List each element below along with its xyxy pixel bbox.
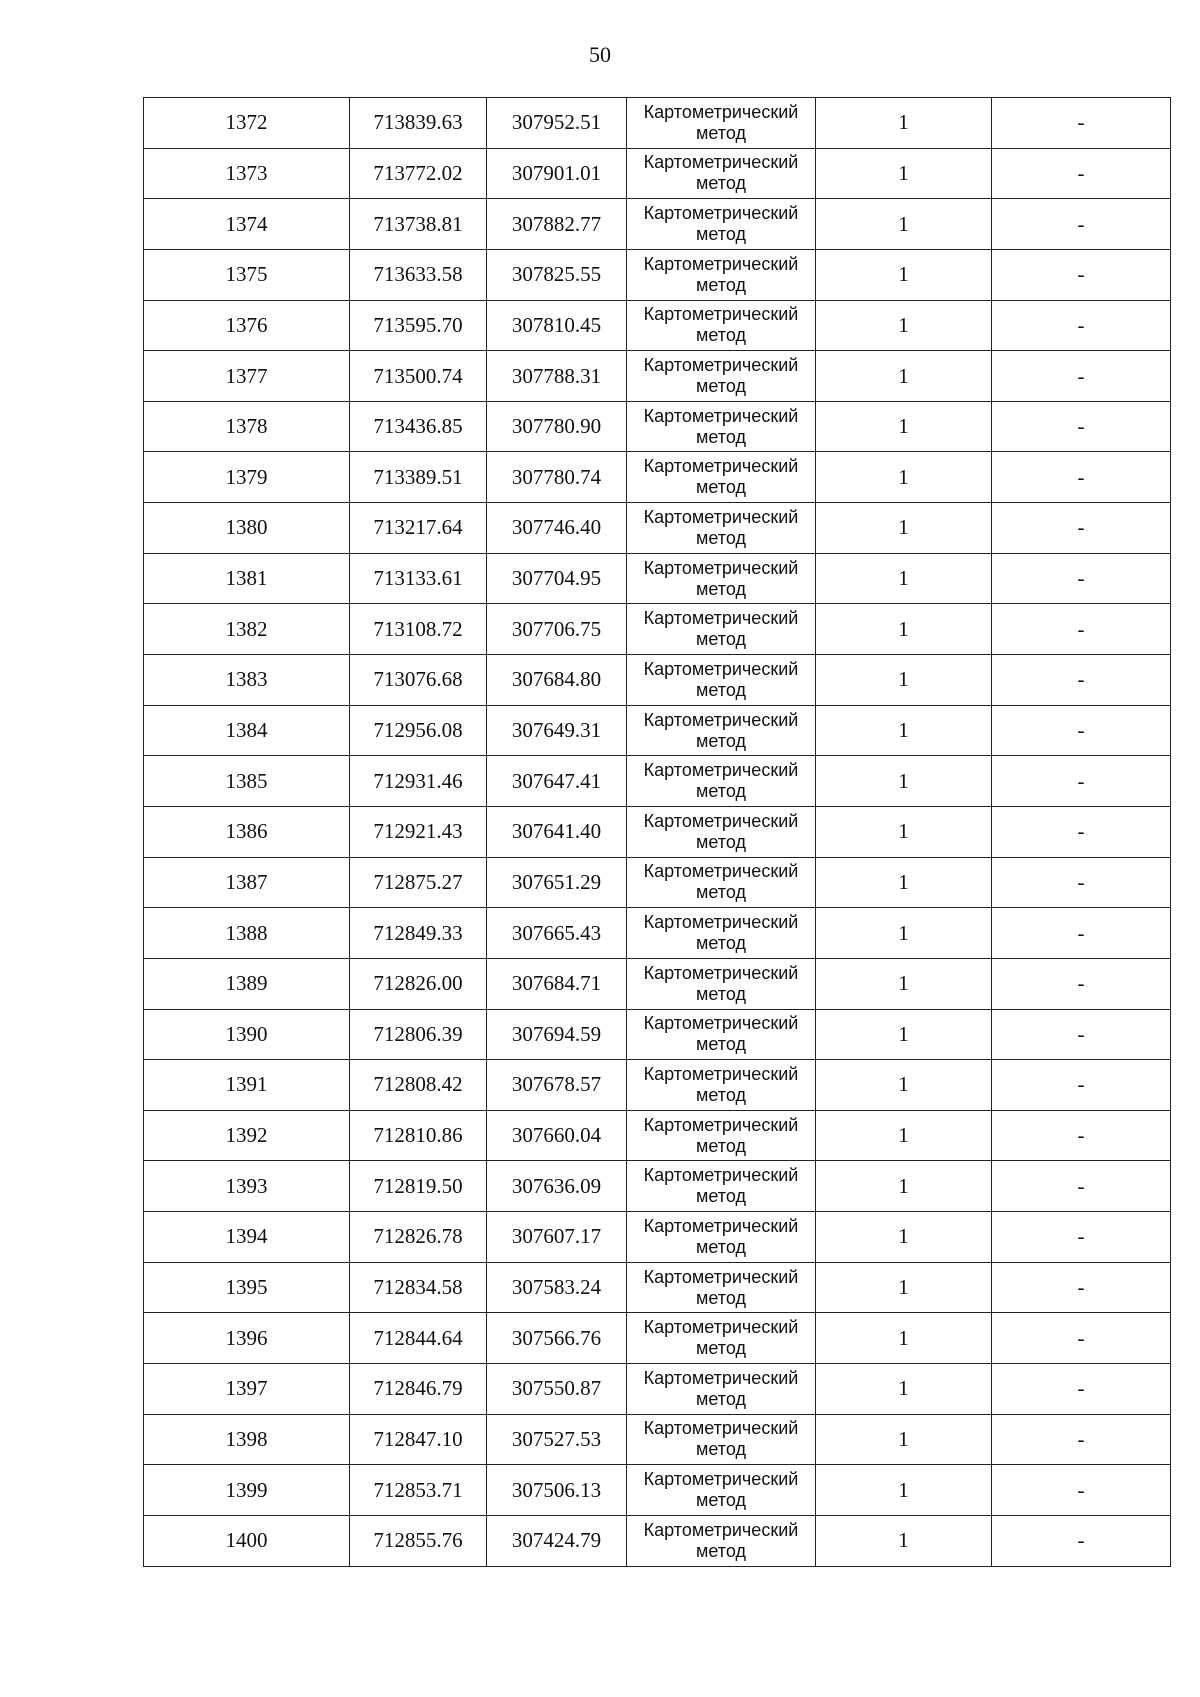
method-line: Картометрический bbox=[643, 1469, 799, 1490]
method-line: Картометрический bbox=[643, 962, 799, 983]
method-line: Картометрический bbox=[643, 506, 799, 527]
table-row bbox=[144, 1313, 1171, 1364]
point-id-cell: 1389 bbox=[144, 958, 350, 1009]
method-line: метод bbox=[696, 426, 746, 447]
y-coordinate-cell: 307788.31 bbox=[487, 351, 627, 402]
note-cell: - bbox=[992, 1414, 1171, 1465]
method-line: метод bbox=[696, 983, 746, 1004]
note-cell: - bbox=[992, 806, 1171, 857]
table-row bbox=[144, 806, 1171, 857]
table-row bbox=[144, 148, 1171, 199]
method-cell bbox=[627, 958, 816, 1009]
table-row bbox=[144, 1110, 1171, 1161]
table-row bbox=[144, 857, 1171, 908]
method-line: Картометрический bbox=[643, 1367, 799, 1388]
y-coordinate-cell: 307651.29 bbox=[487, 857, 627, 908]
accuracy-cell: 1 bbox=[816, 351, 992, 402]
point-id-cell: 1394 bbox=[144, 1212, 350, 1263]
method-cell bbox=[627, 300, 816, 351]
page-number: 50 bbox=[589, 42, 611, 67]
method-line: Картометрический bbox=[643, 658, 799, 679]
method-line: Картометрический bbox=[643, 1013, 799, 1034]
y-coordinate-cell: 307694.59 bbox=[487, 1009, 627, 1060]
table-row bbox=[144, 351, 1171, 402]
method-cell bbox=[627, 452, 816, 503]
method-cell bbox=[627, 756, 816, 807]
x-coordinate-cell: 712826.00 bbox=[350, 958, 487, 1009]
method-line: метод bbox=[696, 527, 746, 548]
method-cell bbox=[627, 503, 816, 554]
method-line: Картометрический bbox=[643, 1266, 799, 1287]
method-line: Картометрический bbox=[643, 152, 799, 173]
table-row bbox=[144, 401, 1171, 452]
y-coordinate-cell: 307704.95 bbox=[487, 553, 627, 604]
method-cell bbox=[627, 98, 816, 149]
method-line: метод bbox=[696, 1439, 746, 1460]
x-coordinate-cell: 712847.10 bbox=[350, 1414, 487, 1465]
accuracy-cell: 1 bbox=[816, 1313, 992, 1364]
note-cell: - bbox=[992, 705, 1171, 756]
point-id-cell: 1400 bbox=[144, 1515, 350, 1566]
accuracy-cell: 1 bbox=[816, 604, 992, 655]
table-row bbox=[144, 756, 1171, 807]
x-coordinate-cell: 713772.02 bbox=[350, 148, 487, 199]
point-id-cell: 1397 bbox=[144, 1364, 350, 1415]
table-row bbox=[144, 452, 1171, 503]
x-coordinate-cell: 712810.86 bbox=[350, 1110, 487, 1161]
accuracy-cell: 1 bbox=[816, 806, 992, 857]
note-cell: - bbox=[992, 98, 1171, 149]
point-id-cell: 1398 bbox=[144, 1414, 350, 1465]
accuracy-cell: 1 bbox=[816, 1364, 992, 1415]
point-id-cell: 1379 bbox=[144, 452, 350, 503]
point-id-cell: 1382 bbox=[144, 604, 350, 655]
note-cell: - bbox=[992, 958, 1171, 1009]
method-cell bbox=[627, 1060, 816, 1111]
note-cell: - bbox=[992, 1110, 1171, 1161]
method-line: Картометрический bbox=[643, 861, 799, 882]
accuracy-cell: 1 bbox=[816, 1009, 992, 1060]
method-line: Картометрический bbox=[643, 101, 799, 122]
note-cell: - bbox=[992, 1313, 1171, 1364]
point-id-cell: 1393 bbox=[144, 1161, 350, 1212]
table-row bbox=[144, 908, 1171, 959]
accuracy-cell: 1 bbox=[816, 908, 992, 959]
note-cell: - bbox=[992, 1262, 1171, 1313]
point-id-cell: 1374 bbox=[144, 199, 350, 250]
table-row bbox=[144, 98, 1171, 149]
accuracy-cell: 1 bbox=[816, 1110, 992, 1161]
y-coordinate-cell: 307665.43 bbox=[487, 908, 627, 959]
x-coordinate-cell: 712855.76 bbox=[350, 1515, 487, 1566]
y-coordinate-cell: 307706.75 bbox=[487, 604, 627, 655]
method-cell bbox=[627, 1414, 816, 1465]
coordinates-table bbox=[143, 97, 1171, 1567]
method-line: Картометрический bbox=[643, 810, 799, 831]
x-coordinate-cell: 713108.72 bbox=[350, 604, 487, 655]
y-coordinate-cell: 307825.55 bbox=[487, 249, 627, 300]
point-id-cell: 1373 bbox=[144, 148, 350, 199]
accuracy-cell: 1 bbox=[816, 756, 992, 807]
method-line: Картометрический bbox=[643, 1317, 799, 1338]
table-row bbox=[144, 300, 1171, 351]
x-coordinate-cell: 713500.74 bbox=[350, 351, 487, 402]
method-line: Картометрический bbox=[643, 1215, 799, 1236]
method-line: Картометрический bbox=[643, 709, 799, 730]
method-cell bbox=[627, 1262, 816, 1313]
y-coordinate-cell: 307952.51 bbox=[487, 98, 627, 149]
method-cell bbox=[627, 1465, 816, 1516]
point-id-cell: 1388 bbox=[144, 908, 350, 959]
table-row bbox=[144, 503, 1171, 554]
x-coordinate-cell: 713076.68 bbox=[350, 655, 487, 706]
x-coordinate-cell: 713738.81 bbox=[350, 199, 487, 250]
point-id-cell: 1372 bbox=[144, 98, 350, 149]
point-id-cell: 1385 bbox=[144, 756, 350, 807]
note-cell: - bbox=[992, 553, 1171, 604]
point-id-cell: 1391 bbox=[144, 1060, 350, 1111]
note-cell: - bbox=[992, 604, 1171, 655]
y-coordinate-cell: 307647.41 bbox=[487, 756, 627, 807]
table-row bbox=[144, 1161, 1171, 1212]
method-cell bbox=[627, 1110, 816, 1161]
method-cell bbox=[627, 857, 816, 908]
note-cell: - bbox=[992, 1009, 1171, 1060]
method-line: метод bbox=[696, 1084, 746, 1105]
point-id-cell: 1395 bbox=[144, 1262, 350, 1313]
method-line: метод bbox=[696, 679, 746, 700]
method-line: метод bbox=[696, 831, 746, 852]
method-line: Картометрический bbox=[643, 1519, 799, 1540]
method-line: метод bbox=[696, 1490, 746, 1511]
table-row bbox=[144, 1414, 1171, 1465]
method-line: метод bbox=[696, 1236, 746, 1257]
point-id-cell: 1381 bbox=[144, 553, 350, 604]
x-coordinate-cell: 712921.43 bbox=[350, 806, 487, 857]
table-row bbox=[144, 604, 1171, 655]
method-cell bbox=[627, 1009, 816, 1060]
accuracy-cell: 1 bbox=[816, 300, 992, 351]
note-cell: - bbox=[992, 249, 1171, 300]
method-cell bbox=[627, 1364, 816, 1415]
y-coordinate-cell: 307746.40 bbox=[487, 503, 627, 554]
y-coordinate-cell: 307583.24 bbox=[487, 1262, 627, 1313]
y-coordinate-cell: 307636.09 bbox=[487, 1161, 627, 1212]
accuracy-cell: 1 bbox=[816, 199, 992, 250]
x-coordinate-cell: 712808.42 bbox=[350, 1060, 487, 1111]
x-coordinate-cell: 713133.61 bbox=[350, 553, 487, 604]
method-cell bbox=[627, 655, 816, 706]
table-row bbox=[144, 655, 1171, 706]
point-id-cell: 1377 bbox=[144, 351, 350, 402]
accuracy-cell: 1 bbox=[816, 1161, 992, 1212]
x-coordinate-cell: 712875.27 bbox=[350, 857, 487, 908]
x-coordinate-cell: 713595.70 bbox=[350, 300, 487, 351]
method-line: метод bbox=[696, 1287, 746, 1308]
method-line: Картометрический bbox=[643, 760, 799, 781]
y-coordinate-cell: 307780.74 bbox=[487, 452, 627, 503]
accuracy-cell: 1 bbox=[816, 1515, 992, 1566]
method-cell bbox=[627, 806, 816, 857]
method-line: метод bbox=[696, 122, 746, 143]
y-coordinate-cell: 307882.77 bbox=[487, 199, 627, 250]
accuracy-cell: 1 bbox=[816, 857, 992, 908]
method-line: метод bbox=[696, 629, 746, 650]
method-line: Картометрический bbox=[643, 203, 799, 224]
method-cell bbox=[627, 705, 816, 756]
method-line: метод bbox=[696, 325, 746, 346]
table-row bbox=[144, 249, 1171, 300]
note-cell: - bbox=[992, 300, 1171, 351]
point-id-cell: 1378 bbox=[144, 401, 350, 452]
note-cell: - bbox=[992, 1212, 1171, 1263]
method-line: метод bbox=[696, 1034, 746, 1055]
method-line: метод bbox=[696, 224, 746, 245]
method-cell bbox=[627, 604, 816, 655]
y-coordinate-cell: 307607.17 bbox=[487, 1212, 627, 1263]
method-cell bbox=[627, 351, 816, 402]
note-cell: - bbox=[992, 655, 1171, 706]
method-line: метод bbox=[696, 1135, 746, 1156]
accuracy-cell: 1 bbox=[816, 401, 992, 452]
method-cell bbox=[627, 1313, 816, 1364]
note-cell: - bbox=[992, 351, 1171, 402]
note-cell: - bbox=[992, 148, 1171, 199]
method-cell bbox=[627, 1515, 816, 1566]
table-row bbox=[144, 705, 1171, 756]
note-cell: - bbox=[992, 908, 1171, 959]
method-line: метод bbox=[696, 1540, 746, 1561]
point-id-cell: 1399 bbox=[144, 1465, 350, 1516]
point-id-cell: 1387 bbox=[144, 857, 350, 908]
accuracy-cell: 1 bbox=[816, 655, 992, 706]
y-coordinate-cell: 307684.71 bbox=[487, 958, 627, 1009]
method-line: метод bbox=[696, 730, 746, 751]
method-cell bbox=[627, 1212, 816, 1263]
table-row bbox=[144, 1465, 1171, 1516]
accuracy-cell: 1 bbox=[816, 452, 992, 503]
method-line: метод bbox=[696, 882, 746, 903]
point-id-cell: 1384 bbox=[144, 705, 350, 756]
method-cell bbox=[627, 401, 816, 452]
table-row bbox=[144, 1515, 1171, 1566]
method-cell bbox=[627, 1161, 816, 1212]
table-row bbox=[144, 1060, 1171, 1111]
method-line: метод bbox=[696, 274, 746, 295]
method-cell bbox=[627, 199, 816, 250]
table-body bbox=[144, 98, 1171, 1567]
point-id-cell: 1392 bbox=[144, 1110, 350, 1161]
point-id-cell: 1396 bbox=[144, 1313, 350, 1364]
note-cell: - bbox=[992, 857, 1171, 908]
accuracy-cell: 1 bbox=[816, 705, 992, 756]
y-coordinate-cell: 307649.31 bbox=[487, 705, 627, 756]
y-coordinate-cell: 307780.90 bbox=[487, 401, 627, 452]
point-id-cell: 1390 bbox=[144, 1009, 350, 1060]
y-coordinate-cell: 307641.40 bbox=[487, 806, 627, 857]
method-line: метод bbox=[696, 173, 746, 194]
note-cell: - bbox=[992, 503, 1171, 554]
table-row bbox=[144, 1364, 1171, 1415]
accuracy-cell: 1 bbox=[816, 1212, 992, 1263]
x-coordinate-cell: 712844.64 bbox=[350, 1313, 487, 1364]
accuracy-cell: 1 bbox=[816, 148, 992, 199]
method-line: Картометрический bbox=[643, 405, 799, 426]
x-coordinate-cell: 712849.33 bbox=[350, 908, 487, 959]
note-cell: - bbox=[992, 756, 1171, 807]
y-coordinate-cell: 307684.80 bbox=[487, 655, 627, 706]
note-cell: - bbox=[992, 401, 1171, 452]
method-line: Картометрический bbox=[643, 608, 799, 629]
y-coordinate-cell: 307424.79 bbox=[487, 1515, 627, 1566]
note-cell: - bbox=[992, 1465, 1171, 1516]
x-coordinate-cell: 713839.63 bbox=[350, 98, 487, 149]
method-line: Картометрический bbox=[643, 1114, 799, 1135]
y-coordinate-cell: 307810.45 bbox=[487, 300, 627, 351]
method-line: Картометрический bbox=[643, 304, 799, 325]
method-line: Картометрический bbox=[643, 355, 799, 376]
accuracy-cell: 1 bbox=[816, 1060, 992, 1111]
table-row bbox=[144, 1009, 1171, 1060]
x-coordinate-cell: 712846.79 bbox=[350, 1364, 487, 1415]
point-id-cell: 1376 bbox=[144, 300, 350, 351]
accuracy-cell: 1 bbox=[816, 1414, 992, 1465]
method-line: метод bbox=[696, 1388, 746, 1409]
method-line: метод bbox=[696, 376, 746, 397]
point-id-cell: 1383 bbox=[144, 655, 350, 706]
accuracy-cell: 1 bbox=[816, 958, 992, 1009]
x-coordinate-cell: 712931.46 bbox=[350, 756, 487, 807]
note-cell: - bbox=[992, 1161, 1171, 1212]
point-id-cell: 1375 bbox=[144, 249, 350, 300]
point-id-cell: 1380 bbox=[144, 503, 350, 554]
x-coordinate-cell: 712806.39 bbox=[350, 1009, 487, 1060]
method-line: Картометрический bbox=[643, 1418, 799, 1439]
y-coordinate-cell: 307566.76 bbox=[487, 1313, 627, 1364]
x-coordinate-cell: 712853.71 bbox=[350, 1465, 487, 1516]
x-coordinate-cell: 712819.50 bbox=[350, 1161, 487, 1212]
accuracy-cell: 1 bbox=[816, 249, 992, 300]
accuracy-cell: 1 bbox=[816, 98, 992, 149]
method-line: Картометрический bbox=[643, 912, 799, 933]
method-line: Картометрический bbox=[643, 1165, 799, 1186]
method-line: метод bbox=[696, 578, 746, 599]
note-cell: - bbox=[992, 452, 1171, 503]
method-line: метод bbox=[696, 477, 746, 498]
accuracy-cell: 1 bbox=[816, 553, 992, 604]
method-line: метод bbox=[696, 933, 746, 954]
method-line: метод bbox=[696, 1186, 746, 1207]
accuracy-cell: 1 bbox=[816, 1262, 992, 1313]
note-cell: - bbox=[992, 1515, 1171, 1566]
table-row bbox=[144, 958, 1171, 1009]
y-coordinate-cell: 307660.04 bbox=[487, 1110, 627, 1161]
y-coordinate-cell: 307527.53 bbox=[487, 1414, 627, 1465]
x-coordinate-cell: 712834.58 bbox=[350, 1262, 487, 1313]
note-cell: - bbox=[992, 1060, 1171, 1111]
table-row bbox=[144, 199, 1171, 250]
method-line: метод bbox=[696, 1338, 746, 1359]
method-cell bbox=[627, 908, 816, 959]
method-cell bbox=[627, 249, 816, 300]
method-cell bbox=[627, 148, 816, 199]
accuracy-cell: 1 bbox=[816, 503, 992, 554]
x-coordinate-cell: 713389.51 bbox=[350, 452, 487, 503]
method-line: Картометрический bbox=[643, 1063, 799, 1084]
table-row bbox=[144, 1212, 1171, 1263]
note-cell: - bbox=[992, 1364, 1171, 1415]
method-line: Картометрический bbox=[643, 557, 799, 578]
method-line: Картометрический bbox=[643, 253, 799, 274]
x-coordinate-cell: 713436.85 bbox=[350, 401, 487, 452]
x-coordinate-cell: 712826.78 bbox=[350, 1212, 487, 1263]
y-coordinate-cell: 307506.13 bbox=[487, 1465, 627, 1516]
method-line: метод bbox=[696, 781, 746, 802]
method-cell bbox=[627, 553, 816, 604]
note-cell: - bbox=[992, 199, 1171, 250]
x-coordinate-cell: 712956.08 bbox=[350, 705, 487, 756]
y-coordinate-cell: 307901.01 bbox=[487, 148, 627, 199]
x-coordinate-cell: 713217.64 bbox=[350, 503, 487, 554]
table-row bbox=[144, 1262, 1171, 1313]
table-row bbox=[144, 553, 1171, 604]
y-coordinate-cell: 307678.57 bbox=[487, 1060, 627, 1111]
y-coordinate-cell: 307550.87 bbox=[487, 1364, 627, 1415]
accuracy-cell: 1 bbox=[816, 1465, 992, 1516]
method-line: Картометрический bbox=[643, 456, 799, 477]
point-id-cell: 1386 bbox=[144, 806, 350, 857]
x-coordinate-cell: 713633.58 bbox=[350, 249, 487, 300]
